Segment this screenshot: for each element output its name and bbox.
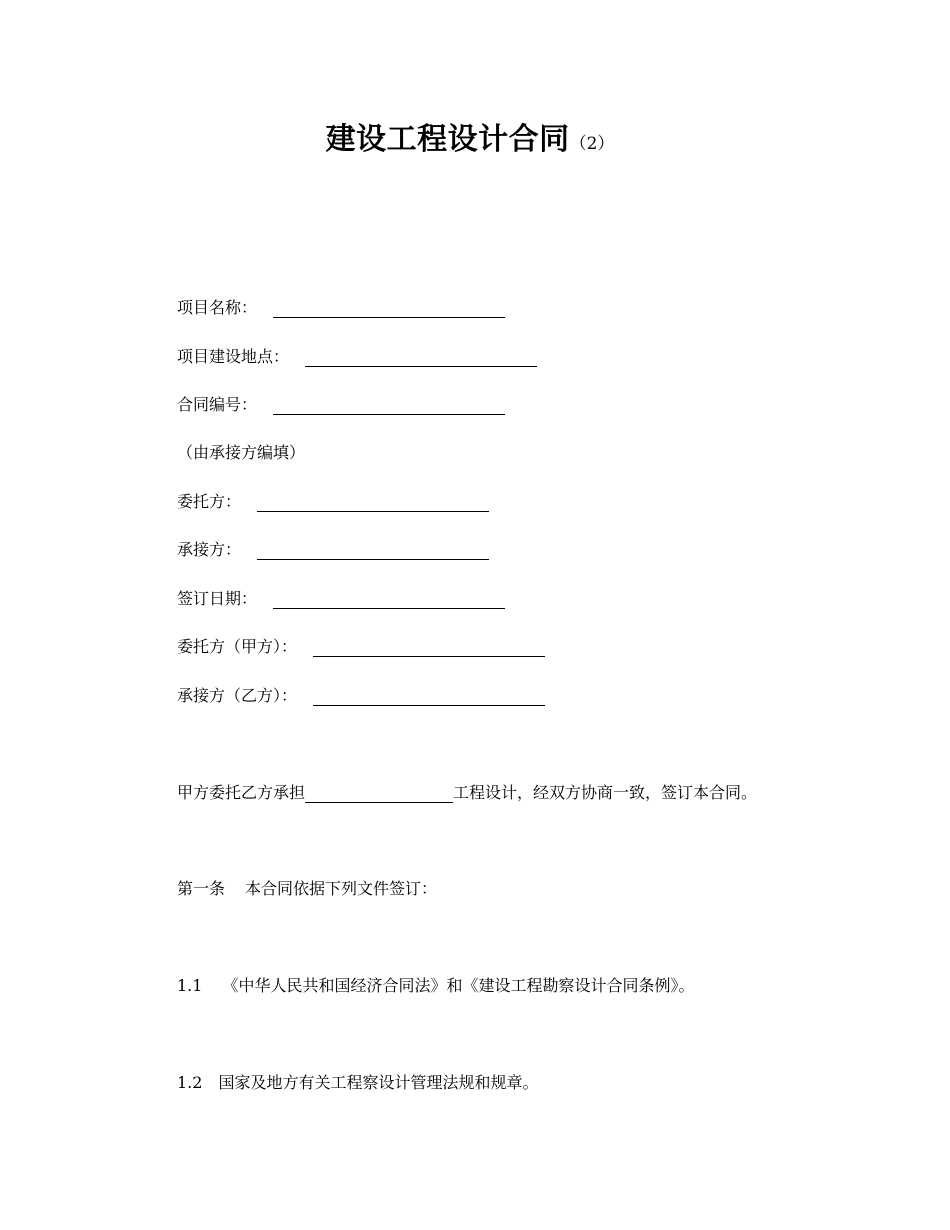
field-contractor (177, 540, 489, 560)
clause-1-1 (177, 976, 694, 996)
field-project-name (177, 298, 505, 318)
intro-after: 工程设计，经双方协商一致，签订本合同。 (453, 783, 758, 802)
field-party-b (177, 686, 545, 706)
blank-line[interactable] (313, 638, 545, 657)
clause-text: 国家及地方有关工程察设计管理法规和规章。 (218, 1073, 539, 1092)
field-sign-date (177, 589, 505, 609)
field-label: 承接方： (177, 540, 242, 559)
blank-line[interactable] (257, 541, 489, 560)
project-blank-line[interactable] (305, 784, 453, 803)
field-label: 委托方（甲方）： (177, 637, 298, 656)
blank-line[interactable] (273, 590, 505, 609)
field-project-location (177, 347, 537, 367)
field-label: 项目名称： (177, 298, 258, 317)
title-main: 建设工程设计合同 (325, 122, 570, 157)
fill-note: （由承接方编填） (177, 443, 306, 462)
clause-number: 1.2 (177, 1073, 203, 1092)
field-client (177, 492, 489, 512)
clause-number: 1.1 (177, 976, 203, 995)
clause-text: 《中华人民共和国经济合同法》和《建设工程勘察设计合同条例》。 (222, 976, 695, 995)
article-number: 第一条 (177, 879, 226, 898)
clause-1-2 (177, 1073, 538, 1093)
field-party-a (177, 637, 545, 657)
document-title (0, 114, 940, 158)
blank-line[interactable] (313, 687, 545, 706)
intro-before: 甲方委托乙方承担 (177, 783, 306, 802)
blank-line[interactable] (257, 493, 489, 512)
blank-line[interactable] (305, 348, 537, 367)
intro-paragraph (177, 783, 757, 803)
field-contract-number (177, 395, 505, 415)
field-label: 签订日期： (177, 589, 258, 608)
field-label: 合同编号： (177, 395, 258, 414)
title-suffix: （2） (569, 134, 615, 154)
article-1 (177, 879, 437, 899)
blank-line[interactable] (273, 299, 505, 318)
field-label: 委托方： (177, 492, 242, 511)
article-text: 本合同依据下列文件签订： (245, 879, 438, 898)
field-label: 承接方（乙方）： (177, 686, 298, 705)
field-label: 项目建设地点： (177, 347, 290, 366)
blank-line[interactable] (273, 396, 505, 415)
